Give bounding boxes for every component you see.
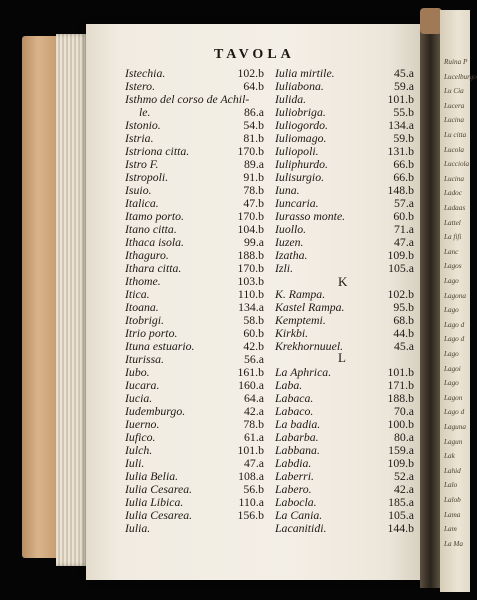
entry-page-ref: 59.b: [393, 131, 414, 145]
entry-page-ref: 144.b: [387, 521, 414, 535]
entry-page-ref: 185.a: [388, 495, 414, 509]
facing-page-line: Lattel: [444, 218, 461, 227]
entry-name: La Cania.: [275, 508, 323, 522]
entry-page-ref: 78.b: [243, 417, 264, 431]
facing-page-line: Lalo: [444, 481, 458, 490]
entry-name: Laberri.: [275, 469, 315, 483]
entry-name: Labaca.: [275, 391, 314, 405]
entry-page-ref: 159.a: [388, 443, 414, 457]
page-edges: [56, 34, 88, 566]
entry-page-ref: 47.a: [394, 235, 414, 249]
facing-page-line: Lago: [444, 306, 459, 315]
facing-page-line: Ruina P: [444, 58, 468, 66]
entry-name: Istriona citta.: [125, 144, 190, 158]
facing-page-line: Ladoc: [444, 189, 462, 198]
entry-page-ref: 105.a: [388, 508, 414, 522]
thumb-tab: [420, 8, 442, 34]
entry-name: Iturissa.: [125, 352, 165, 366]
entry-name: Ithaguro.: [125, 248, 169, 262]
entry-page-ref: 44.b: [393, 326, 414, 340]
entry-name: La badia.: [275, 417, 321, 431]
entry-name: Labero.: [275, 482, 312, 496]
entry-name: Itobrigi.: [125, 313, 164, 327]
entry-page-ref: 171.b: [387, 378, 414, 392]
entry-name: Labaco.: [275, 404, 314, 418]
entry-name: Iulida.: [275, 92, 307, 106]
entry-name: le.: [139, 105, 151, 119]
entry-page-ref: 54.b: [243, 118, 264, 132]
facing-page-line: Lak: [444, 452, 455, 461]
entry-name: Ithome.: [125, 274, 161, 288]
entry-page-ref: 47.b: [243, 196, 264, 210]
entry-page-ref: 109.b: [387, 456, 414, 470]
entry-name: Iulia.: [125, 521, 151, 535]
entry-name: Iulia Cesarea.: [125, 508, 193, 522]
facing-page-line: Lago: [444, 379, 459, 388]
entry-page-ref: 110.b: [237, 287, 264, 301]
entry-page-ref: 80.a: [394, 430, 414, 444]
entry-page-ref: 104.b: [237, 222, 264, 236]
facing-page-line: Lu citta: [444, 131, 467, 139]
entry-name: Iubo.: [125, 365, 150, 379]
facing-page-line: Lucera: [444, 101, 465, 110]
entry-page-ref: 57.a: [394, 196, 414, 210]
entry-page-ref: 58.b: [243, 313, 264, 327]
book-cover: [22, 36, 58, 558]
entry-page-ref: 64.a: [244, 391, 264, 405]
entry-name: Ituna estuario.: [125, 339, 195, 353]
entry-name: Isuio.: [125, 183, 152, 197]
entry-page-ref: 102.b: [237, 66, 264, 80]
entry-page-ref: 60.b: [243, 326, 264, 340]
entry-name: Izatha.: [275, 248, 308, 262]
entry-page-ref: 91.b: [243, 170, 264, 184]
entry-name: Iuzen.: [275, 235, 304, 249]
entry-page-ref: 71.a: [394, 222, 414, 236]
facing-page-line: Lago d: [444, 320, 465, 329]
entry-name: Italica.: [125, 196, 159, 210]
entry-page-ref: 101.b: [237, 443, 264, 457]
entry-page-ref: 66.b: [393, 157, 414, 171]
facing-page-line: La fifi: [444, 233, 462, 242]
facing-page-line: Lagon: [444, 393, 463, 402]
entry-name: Labbana.: [275, 443, 320, 457]
facing-page-line: Lahid: [444, 466, 461, 475]
entry-name: Ithara citta.: [125, 261, 182, 275]
entry-page-ref: 56.a: [244, 352, 264, 366]
entry-name: Iuliphurdo.: [275, 157, 328, 171]
entry-page-ref: 45.a: [394, 66, 414, 80]
entry-name: Itrio porto.: [125, 326, 178, 340]
entry-name: Krekhornuuel.: [275, 339, 344, 353]
entry-page-ref: 101.b: [387, 92, 414, 106]
facing-page-line: Lalob: [444, 496, 461, 504]
entry-name: Iuliopoli.: [275, 144, 319, 158]
entry-page-ref: 52.a: [394, 469, 414, 483]
entry-name: Iulia Cesarea.: [125, 482, 193, 496]
entry-page-ref: 56.b: [243, 482, 264, 496]
entry-page-ref: 68.b: [393, 313, 414, 327]
facing-page-line: Lagoi: [444, 364, 461, 373]
entry-name: Istonio.: [125, 118, 161, 132]
entry-page-ref: 188.b: [237, 248, 264, 262]
entry-page-ref: 89.a: [244, 157, 264, 171]
facing-page-line: Lago: [444, 350, 459, 358]
entry-page-ref: 42.a: [244, 404, 264, 418]
entry-name: Itica.: [125, 287, 150, 301]
entry-name: Izli.: [275, 261, 294, 275]
entry-page-ref: 161.b: [237, 365, 264, 379]
entry-name: Iuliomago.: [275, 131, 327, 145]
entry-name: Itano citta.: [125, 222, 177, 236]
entry-name: Lacanitidi.: [275, 521, 327, 535]
section-letter: K: [338, 274, 348, 289]
entry-page-ref: 160.a: [238, 378, 264, 392]
entry-name: Iulia Belia.: [125, 469, 179, 483]
entry-page-ref: 95.b: [393, 300, 414, 314]
entry-page-ref: 131.b: [387, 144, 414, 158]
entry-name: Istria.: [125, 131, 154, 145]
entry-name: Iulia Libica.: [125, 495, 184, 509]
entry-name: Iulia mirtile.: [275, 66, 335, 80]
facing-page-line: Lam: [444, 525, 457, 534]
entry-page-ref: 42.b: [243, 339, 264, 353]
entry-page-ref: 100.b: [387, 417, 414, 431]
entry-name: Iuollo.: [275, 222, 307, 236]
facing-page-line: Lago d: [444, 335, 465, 344]
facing-page-line: Lucina: [444, 116, 464, 125]
page-title: TAVOLA: [214, 47, 295, 62]
entry-page-ref: 99.a: [244, 235, 264, 249]
entry-page-ref: 134.a: [388, 118, 414, 132]
entry-page-ref: 188.b: [387, 391, 414, 405]
entry-page-ref: 55.b: [393, 105, 414, 119]
facing-page-line: Lago: [444, 277, 459, 285]
entry-page-ref: 42.a: [394, 482, 414, 496]
entry-name: Istechia.: [125, 66, 166, 80]
entry-page-ref: 60.b: [393, 209, 414, 223]
entry-page-ref: 105.a: [388, 261, 414, 275]
entry-name: Istro F.: [125, 157, 159, 171]
entry-name: Iulch.: [125, 443, 153, 457]
entry-name: Iuerno.: [125, 417, 160, 431]
entry-name: Iudemburgo.: [125, 404, 186, 418]
entry-name: Istropoli.: [125, 170, 169, 184]
entry-page-ref: 78.b: [243, 183, 264, 197]
entry-name: Iulisurgio.: [275, 170, 325, 184]
entry-name: Labarba.: [275, 430, 319, 444]
facing-page-line: Lucelburgo: [444, 72, 477, 81]
entry-page-ref: 156.b: [237, 508, 264, 522]
entry-page-ref: 59.a: [394, 79, 414, 93]
entry-page-ref: 70.a: [394, 404, 414, 418]
entry-page-ref: 170.b: [237, 209, 264, 223]
facing-page-line: Ladaas: [444, 204, 466, 212]
entry-page-ref: 103.b: [237, 274, 264, 288]
entry-name: Kastel Rampa.: [275, 300, 345, 314]
entry-name: Laba.: [275, 378, 303, 392]
entry-page-ref: 109.b: [387, 248, 414, 262]
entry-name: Iuliabona.: [275, 79, 324, 93]
entry-name: Isthmo del corso de Achil-: [125, 92, 250, 106]
facing-page-line: Lucciola: [444, 160, 470, 169]
entry-page-ref: 61.a: [244, 430, 264, 444]
entry-name: Iuliobriga.: [275, 105, 326, 119]
entry-name: Iucara.: [125, 378, 160, 392]
facing-page-line: La Ma: [444, 539, 463, 548]
entry-page-ref: 108.a: [238, 469, 264, 483]
entry-name: La Aphrica.: [275, 365, 332, 379]
facing-page-line: Lucina: [444, 174, 464, 183]
facing-page-line: Lagun: [444, 437, 463, 446]
entry-name: Iuliogordo.: [275, 118, 328, 132]
entry-name: Labdia.: [275, 456, 312, 470]
entry-page-ref: 86.a: [244, 105, 264, 119]
entry-name: Iufico.: [125, 430, 156, 444]
entry-name: Labocla.: [275, 495, 317, 509]
entry-page-ref: 170.b: [237, 144, 264, 158]
entry-name: Kirkbi.: [275, 326, 309, 340]
entry-page-ref: 134.a: [238, 300, 264, 314]
entry-page-ref: 64.b: [243, 79, 264, 93]
entry-name: Ithaca isola.: [125, 235, 184, 249]
entry-name: Istero.: [125, 79, 156, 93]
entry-name: K. Rampa.: [275, 287, 326, 301]
entry-name: Iuncaria.: [275, 196, 319, 210]
entry-name: Iucia.: [125, 391, 153, 405]
entry-name: Kemptemi.: [275, 313, 326, 327]
facing-page-line: Lanc: [444, 247, 459, 256]
entry-name: Iurasso monte.: [275, 209, 346, 223]
entry-page-ref: 45.a: [394, 339, 414, 353]
facing-page-line: Lagona: [444, 291, 466, 300]
entry-page-ref: 102.b: [387, 287, 414, 301]
facing-page-line: Lucola: [444, 145, 464, 154]
entry-name: Iuli.: [125, 456, 145, 470]
entry-page-ref: 148.b: [387, 183, 414, 197]
entry-name: Itoana.: [125, 300, 159, 314]
facing-page-line: Lago d: [444, 408, 465, 417]
entry-page-ref: 81.b: [243, 131, 264, 145]
entry-page-ref: 47.a: [244, 456, 264, 470]
facing-page-line: Lama: [444, 510, 461, 519]
section-letter: L: [338, 350, 346, 365]
entry-page-ref: 66.b: [393, 170, 414, 184]
facing-page-edge: [440, 10, 477, 592]
facing-page-line: Lu Cia: [444, 87, 464, 96]
facing-page-line: Lagos: [444, 262, 462, 271]
entry-name: Iuna.: [275, 183, 300, 197]
entry-page-ref: 110.a: [238, 495, 264, 509]
entry-name: Itamo porto.: [125, 209, 184, 223]
entry-page-ref: 170.b: [237, 261, 264, 275]
facing-page-line: Laguna: [444, 423, 466, 431]
entry-page-ref: 101.b: [387, 365, 414, 379]
